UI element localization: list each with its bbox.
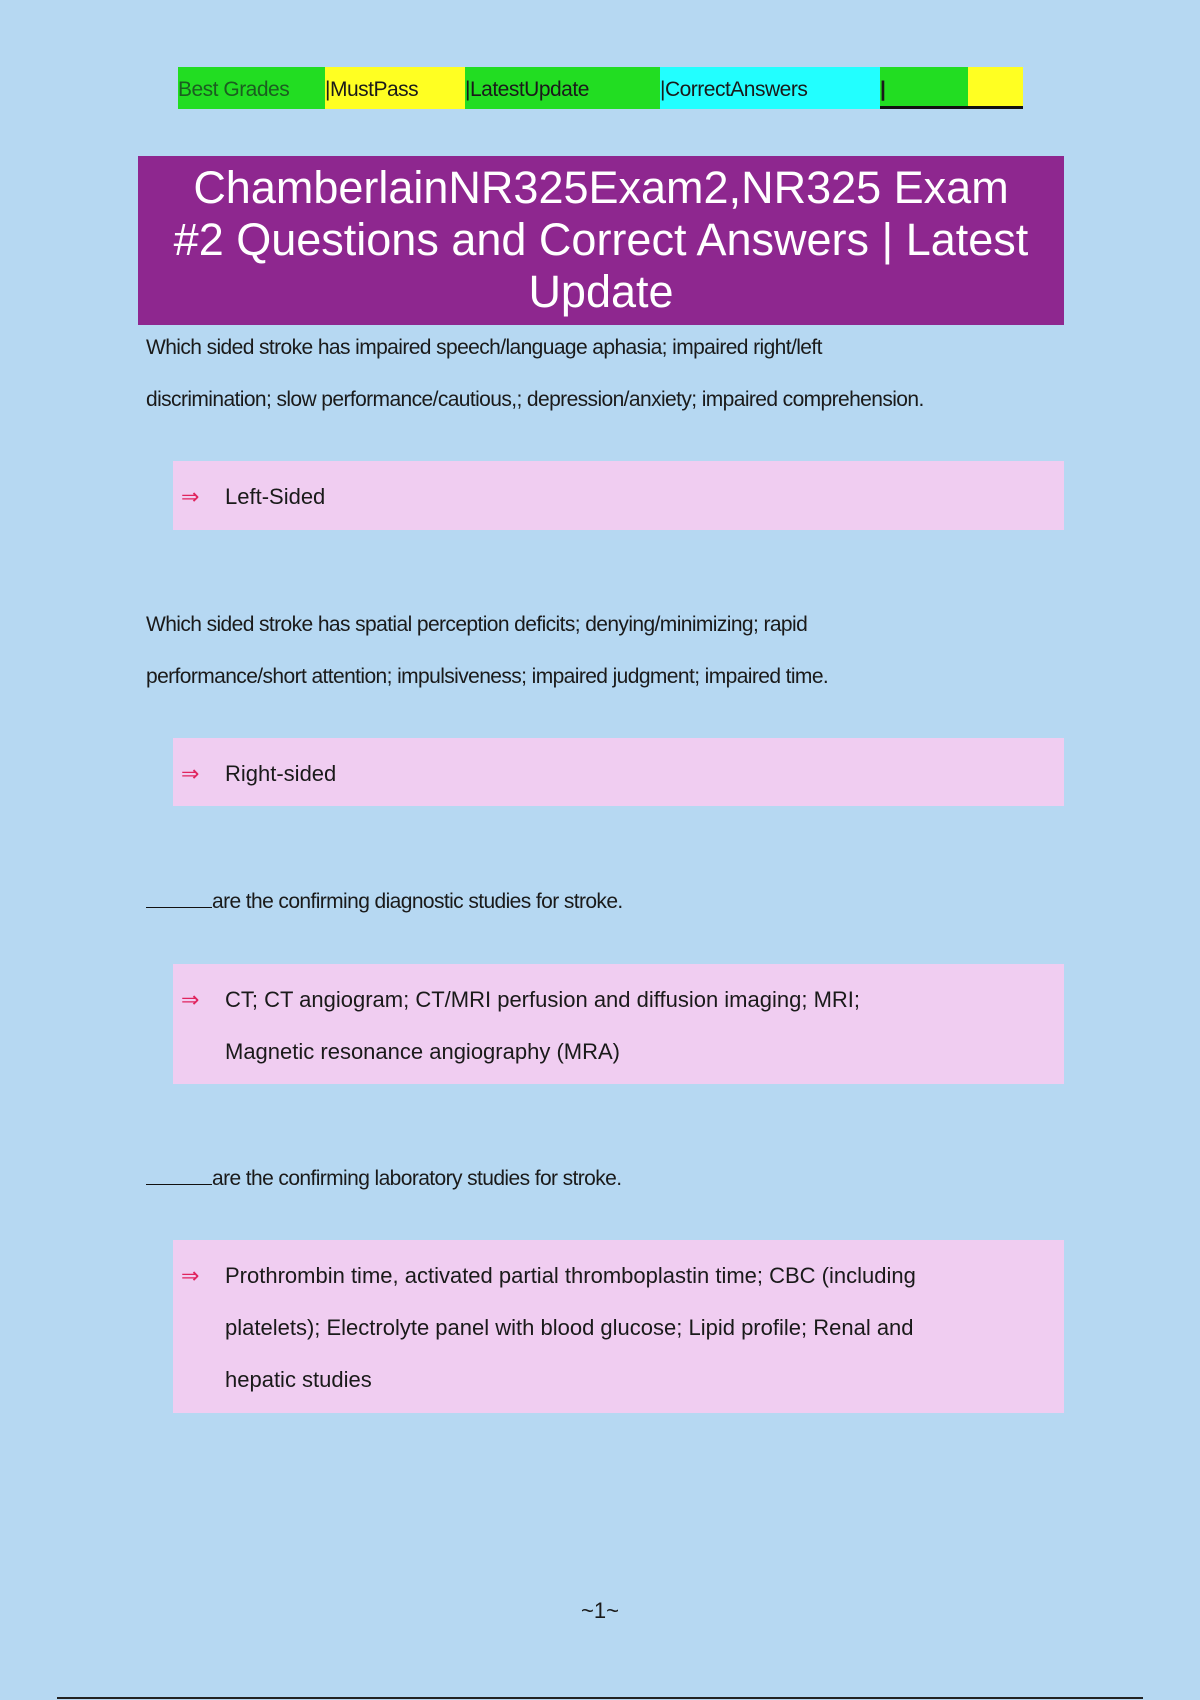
- tag-best-grades: Best Grades: [178, 67, 325, 109]
- answer-line: Magnetic resonance angiography (MRA): [225, 1039, 620, 1064]
- page-number: ~1~: [581, 1598, 619, 1623]
- answer-line: hepatic studies: [225, 1367, 372, 1392]
- title-line-3: Update: [528, 266, 674, 317]
- question-2: [146, 599, 1076, 703]
- answer-blank: [146, 1164, 212, 1185]
- question-line: discrimination; slow performance/cautious,; depression/anxiety; impaired comprehension.: [146, 388, 924, 411]
- answer-line: platelets); Electrolyte panel with blood glucose; Lipid profile; Renal and: [225, 1315, 914, 1340]
- question-line: performance/short attention; impulsiveness; impaired judgment; impaired time.: [146, 665, 829, 688]
- header-tag-bar: [178, 67, 1023, 109]
- answer-line: Right-sided: [225, 761, 337, 786]
- answer-2: [173, 738, 1064, 806]
- arrow-icon: ⇒: [181, 987, 200, 1012]
- arrow-icon: ⇒: [181, 484, 200, 509]
- answer-line: Prothrombin time, activated partial thromboplastin time; CBC (including: [225, 1263, 916, 1288]
- arrow-icon: ⇒: [181, 761, 200, 786]
- question-text: are the confirming laboratory studies for stroke.: [212, 1167, 622, 1190]
- answer-4: [173, 1240, 1064, 1413]
- question-line: Which sided stroke has impaired speech/language aphasia; impaired right/left: [146, 336, 822, 359]
- footer-rule: [57, 1697, 1143, 1699]
- answer-line: Left-Sided: [225, 484, 326, 509]
- question-text: are the confirming diagnostic studies for stroke.: [212, 890, 623, 913]
- title-line-1: ChamberlainNR325Exam2,NR325 Exam: [193, 162, 1009, 213]
- question-1: [146, 322, 1076, 426]
- question-4: [146, 1153, 1076, 1205]
- tag-highlight-block: [968, 67, 1023, 109]
- question-line: Which sided stroke has spatial perception deficits; denying/minimizing; rapid: [146, 613, 808, 636]
- answer-blank: [146, 887, 212, 908]
- tag-latest-update: |LatestUpdate: [465, 67, 660, 109]
- document-title: [138, 156, 1064, 325]
- tag-correct-answers: |CorrectAnswers: [660, 67, 880, 109]
- title-line-2: #2 Questions and Correct Answers | Latest: [173, 214, 1029, 265]
- tag-separator: |: [880, 67, 968, 109]
- arrow-icon: ⇒: [181, 1263, 200, 1288]
- question-3: [146, 876, 1076, 928]
- tag-must-pass: |MustPass: [325, 67, 465, 109]
- answer-3: [173, 964, 1064, 1084]
- answer-1: [173, 461, 1064, 530]
- answer-line: CT; CT angiogram; CT/MRI perfusion and diffusion imaging; MRI;: [225, 987, 861, 1012]
